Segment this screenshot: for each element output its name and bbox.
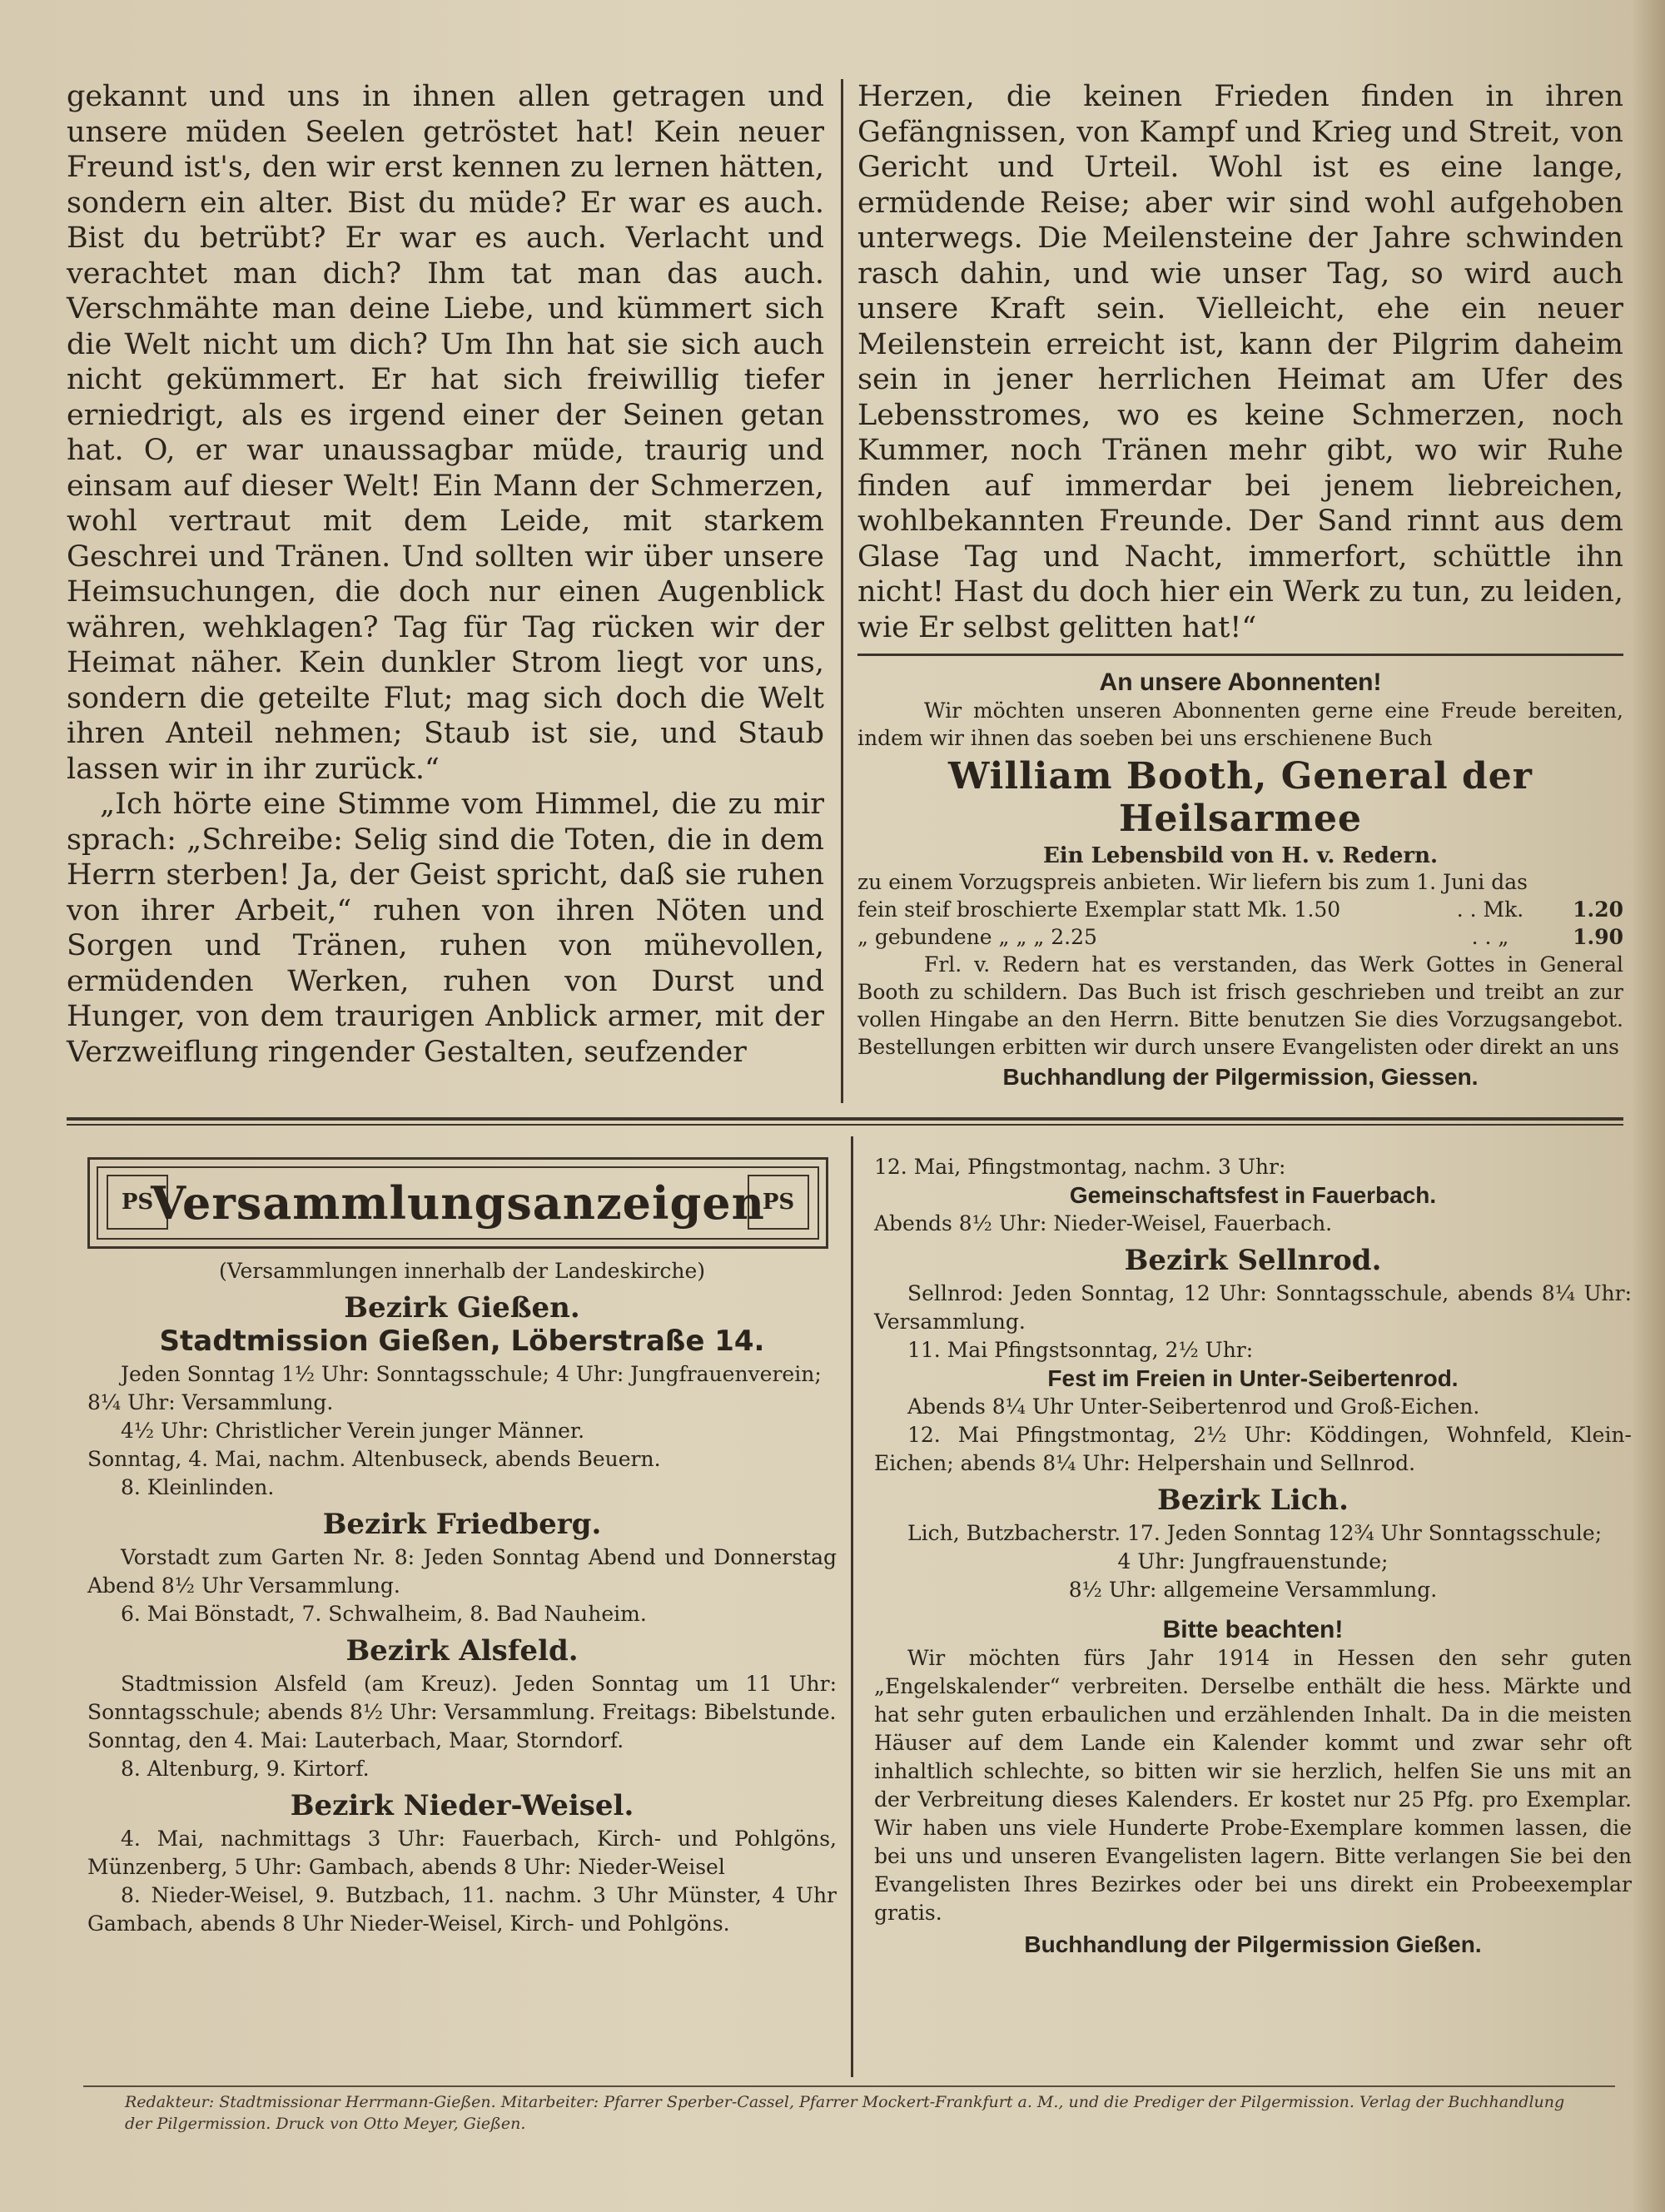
- friedberg-line-2: 6. Mai Bönstadt, 7. Schwalheim, 8. Bad Nauheim.: [121, 1602, 647, 1626]
- price-row-2-new: 1.90: [1573, 925, 1623, 949]
- column-divider-top: [841, 79, 843, 1103]
- district-sellnrod-title: Bezirk Sellnrod.: [1124, 1244, 1382, 1277]
- price-row-1-dots: . . Mk.: [1456, 897, 1524, 922]
- fest-unter-seibertenrod: Fest im Freien in Unter-Seibertenrod.: [1047, 1365, 1459, 1391]
- giessen-line-4: 8. Kleinlinden.: [121, 1475, 275, 1499]
- article-paragraph-1: gekannt und uns in ihnen allen getragen und unsere müden Seelen getröstet hat! Kein neuer Freund ist's, den wir erst kennen zu lernen hätten, sondern ein alter. Bist du müde? Er war es auch. Bist du betrübt? Er war es auch. Verlacht und verachtet man dich? Ihm tat man das auch. Verschmähte man deine Liebe, und kümmert sich die Welt nicht um dich? Um Ihn hat sie sich auch nicht gekümmert. Er hat sich freiwillig tiefer erniedrigt, als es irgend einer der Seinen getan hat. O, er war unaussagbar müde, traurig und einsam auf dieser Welt! Ein Mann der Schmerzen, wohl vertraut mit dem Leide, mit starkem Geschrei und Tränen. Und sollten wir über unsere Heimsuchungen, die doch nur einen Augenblick währen, wehklagen? Tag für Tag rücken wir der Heimat näher. Kein dunkler Strom liegt vor uns, sondern die geteilte Flut; mag sich doch die Welt ihren Anteil nehmen; Staub ist sie, und Staub lassen wir in ihr zurück.“: [67, 80, 824, 786]
- right-line-3: 11. Mai Pfingstsonntag, 2½ Uhr:: [907, 1338, 1254, 1362]
- ad-top-rule: [857, 654, 1623, 656]
- giessen-line-2: 4½ Uhr: Christlicher Verein junger Männer.: [121, 1419, 585, 1443]
- meetings-banner: [87, 1157, 828, 1249]
- fest-fauerbach: Gemeinschaftsfest in Fauerbach.: [1069, 1182, 1437, 1208]
- banner-logo-right: PS: [748, 1175, 809, 1230]
- article-paragraph-3: Herzen, die keinen Frieden finden in ihren Gefängnissen, von Kampf und Krieg und Streit, von Gericht und Urteil. Wohl ist es eine lange, ermüdende Reise; aber wir sind wohl aufgehoben unterwegs. Die Meilensteine der Jahre schwinden rasch dahin, und wie unser Tag, so wird auch unsere Kraft sein. Vielleicht, ehe ein neuer Meilenstein erreicht ist, kann der Pilgrim daheim sein in jener herrlichen Heimat am Ufer des Lebensstromes, wo es keine Schmerzen, noch Kummer, noch Tränen mehr gibt, wo wir Ruhe finden auf immerdar bei jenem liebreichen, wohlbekannten Freunde. Der Sand rinnt aus dem Glase Tag und Nacht, immerfort, schüttle ihn nicht! Hast du doch hier ein Werk zu tun, zu leiden, wie Er selbst gelitten hat!“: [857, 80, 1623, 644]
- district-niederweisel-title: Bezirk Nieder-Weisel.: [290, 1789, 634, 1822]
- footer-rule: [83, 2085, 1615, 2087]
- banner-title: Versammlungsanzeigen: [151, 1176, 765, 1230]
- alsfeld-line-3: 8. Altenburg, 9. Kirtorf.: [121, 1757, 370, 1781]
- ad-book-title: William Booth, General der Heilsarmee: [948, 755, 1533, 840]
- ad-body: Frl. v. Redern hat es verstanden, das Werk Gottes in General Booth zu schildern. Das Buch ist frisch geschrieben und treibt an zur vollen Hingabe an den Herrn. Bitte benutzen Sie dies Vorzugsangebot. Bestellungen erbitten wir durch unsere Evangelisten oder direkt an uns: [857, 952, 1623, 1059]
- giessen-headline: Stadtmission Gießen, Löberstraße 14.: [159, 1325, 765, 1358]
- niederweisel-line-2: 8. Nieder-Weisel, 9. Butzbach, 11. nachm. 3 Uhr Münster, 4 Uhr Gambach, abends 8 Uhr Nieder-Weisel, Kirch- und Pohlgöns.: [87, 1883, 837, 1936]
- meetings-note: (Versammlungen innerhalb der Landeskirche): [218, 1259, 706, 1283]
- notice-signature: Buchhandlung der Pilgermission Gießen.: [1024, 1931, 1482, 1957]
- sellnrod-line: Sellnrod: Jeden Sonntag, 12 Uhr: Sonntagsschule, abends 8¼ Uhr: Versammlung.: [874, 1281, 1632, 1334]
- price-row-bound: [857, 923, 1623, 951]
- right-line-2: Abends 8½ Uhr: Nieder-Weisel, Fauerbach.: [874, 1211, 1333, 1235]
- ad-intro: Wir möchten unseren Abonnenten gerne eine Freude bereiten, indem wir ihnen das soeben bei uns erschienene Buch: [857, 698, 1623, 750]
- lich-line-2: 4 Uhr: Jungfrauenstunde;: [1117, 1549, 1389, 1573]
- price-row-2-dots: . . „: [1471, 925, 1509, 949]
- price-row-1-new: 1.20: [1573, 897, 1623, 922]
- banner-logo-left: PS: [107, 1175, 168, 1230]
- alsfeld-line-2: Sonntag, den 4. Mai: Lauterbach, Maar, Storndorf.: [87, 1728, 624, 1752]
- ad-book-subtitle: Ein Lebensbild von H. v. Redern.: [1042, 843, 1439, 868]
- ad-offer: zu einem Vorzugspreis anbieten. Wir liefern bis zum 1. Juni das: [857, 870, 1528, 894]
- giessen-line-3: Sonntag, 4. Mai, nachm. Altenbuseck, abends Beuern.: [87, 1447, 661, 1471]
- niederweisel-line-1: 4. Mai, nachmittags 3 Uhr: Fauerbach, Kirch- und Pohlgöns, Münzenberg, 5 Uhr: Gambach, abends 8 Uhr: Nieder-Weisel: [87, 1827, 837, 1879]
- right-line-5: 12. Mai Pfingstmontag, 2½ Uhr: Köddingen, Wohnfeld, Klein-Eichen; abends 8¼ Uhr: Helpershain und Sellnrod.: [874, 1423, 1632, 1475]
- meetings-right-column: [874, 1153, 1632, 1959]
- article-paragraph-2: „Ich hörte eine Stimme vom Himmel, die zu mir sprach: „Schreibe: Selig sind die Toten, die in dem Herrn sterben! Ja, der Geist spricht, daß sie ruhen von ihrer Arbeit,“ ruhen von ihren Nöten und Sorgen und Tränen, ruhen von mühevollen, ermüdenden Werken, ruhen von Durst und Hunger, von dem traurigen Anblick armer, mit der Verzweiflung ringender Gestalten, seufzender: [67, 788, 824, 1069]
- district-giessen-title: Bezirk Gießen.: [344, 1291, 580, 1325]
- right-line-4: Abends 8¼ Uhr Unter-Seibertenrod und Groß-Eichen.: [907, 1394, 1480, 1419]
- imprint-footer: Redakteur: Stadtmissionar Herrmann-Gießen. Mitarbeiter: Pfarrer Sperber-Cassel, Pfarrer Mockert-Frankfurt a. M., und die Prediger der Pilgermission. Verlag der Buchhandlung der Pilgermission. Druck von Otto Meyer, Gießen.: [125, 2093, 1565, 2133]
- ad-signature: Buchhandlung der Pilgermission, Giessen.: [1002, 1064, 1479, 1090]
- district-alsfeld-title: Bezirk Alsfeld.: [345, 1634, 579, 1668]
- section-divider: [67, 1117, 1623, 1121]
- price-row-2-label: „ gebundene „ „ „ 2.25: [857, 925, 1097, 949]
- article-right-column: [857, 79, 1623, 645]
- notice-title: Bitte beachten!: [1162, 1616, 1344, 1643]
- meetings-left-column: [87, 1257, 837, 1938]
- notice-body: Wir möchten fürs Jahr 1914 in Hessen den sehr guten „Engelskalender“ verbreiten. Derselbe enthält die hess. Märkte und hat sehr guten erbaulichen und erzählenden Inhalt. Da in die meisten Häuser auf dem Lande ein Kalender kommt und zwar sehr oft inhaltlich schlechte, so bitten wir sie herzlich, helfen Sie uns mit an der Verbreitung dieses Kalenders. Er kostet nur 25 Pfg. pro Exemplar. Wir haben uns viele Hunderte Probe-Exemplare kommen lassen, die bei uns und unseren Evangelisten lagern. Bitte verlangen Sie bei den Evangelisten Ihres Bezirkes oder bei uns direkt ein Probeexemplar gratis.: [874, 1646, 1632, 1925]
- alsfeld-line-1: Stadtmission Alsfeld (am Kreuz). Jeden Sonntag um 11 Uhr: Sonntagsschule; abends 8½ Uhr: Versammlung. Freitags: Bibelstunde.: [87, 1672, 837, 1724]
- ad-title: An unsere Abonnenten!: [1099, 669, 1382, 696]
- page-edge-shadow: [1632, 0, 1665, 2212]
- book-advertisement: [857, 662, 1623, 1091]
- friedberg-line-1: Vorstadt zum Garten Nr. 8: Jeden Sonntag Abend und Donnerstag Abend 8½ Uhr Versammlung.: [87, 1545, 837, 1598]
- price-row-paperback: [857, 896, 1623, 923]
- giessen-line-1: Jeden Sonntag 1½ Uhr: Sonntagsschule; 4 Uhr: Jungfrauenverein; 8¼ Uhr: Versammlung.: [87, 1362, 822, 1414]
- right-line-1: 12. Mai, Pfingstmontag, nachm. 3 Uhr:: [874, 1155, 1286, 1179]
- price-row-1-label: fein steif broschierte Exemplar statt Mk. 1.50: [857, 897, 1341, 922]
- district-friedberg-title: Bezirk Friedberg.: [322, 1508, 602, 1541]
- article-left-column: [67, 79, 824, 1070]
- lich-line-1: Lich, Butzbacherstr. 17. Jeden Sonntag 12¾ Uhr Sonntagsschule;: [907, 1521, 1603, 1545]
- section-divider-thin: [67, 1124, 1623, 1126]
- district-lich-title: Bezirk Lich.: [1157, 1484, 1349, 1517]
- column-divider-bottom: [851, 1136, 853, 2077]
- lich-line-3: 8½ Uhr: allgemeine Versammlung.: [1068, 1578, 1438, 1602]
